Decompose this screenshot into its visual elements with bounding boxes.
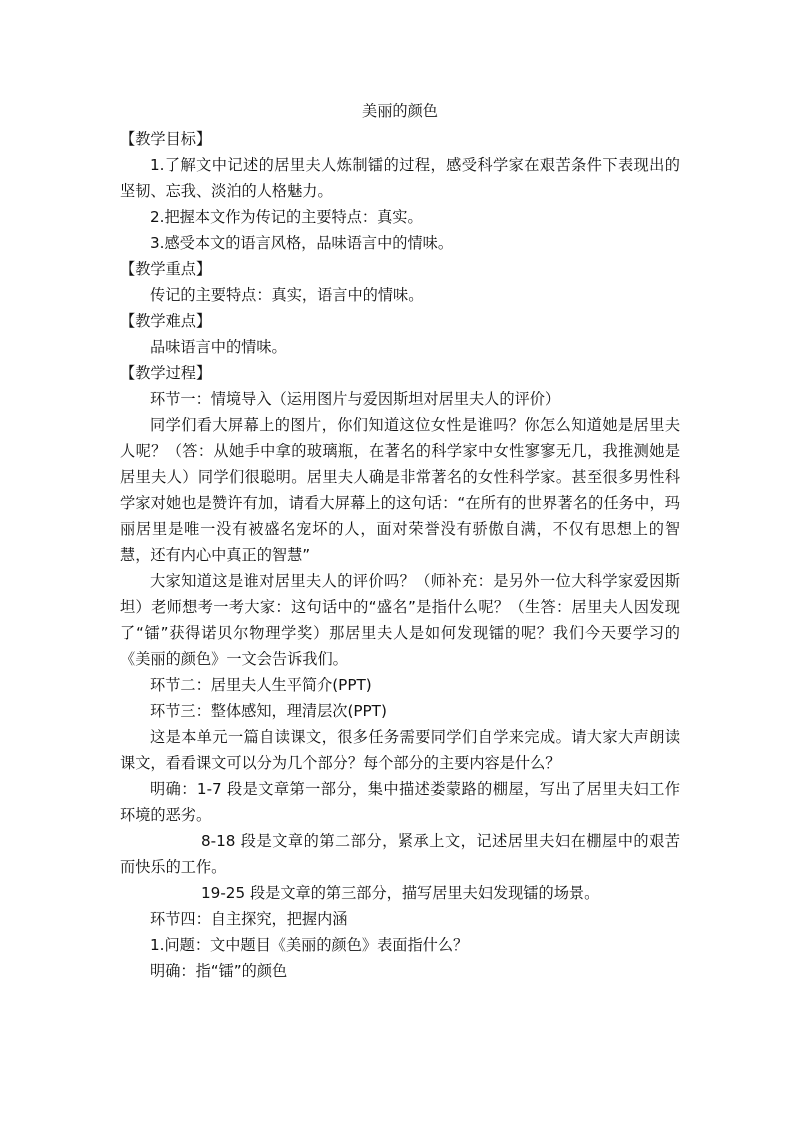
- step-3-heading: 环节三：整体感知，理清层次(PPT): [150, 702, 387, 720]
- step-2-heading: 环节二：居里夫人生平简介(PPT): [150, 676, 372, 694]
- key-point-text: 传记的主要特点：真实，语言中的情味。: [150, 286, 424, 304]
- section-heading-process: 【教学过程】: [120, 364, 212, 382]
- process-paragraph-1: 同学们看大屏幕上的图片，你们知道这位女性是谁吗？你怎么知道她是居里夫人呢？（答：从她手中拿的玻璃瓶，在著名的科学家中女性寥寥无几，我推测她是居里夫人）同学们很聪明。居里夫人确是非常著名的女性科学家。甚至很多男性科学家对她也是赞许有加，请看大屏幕上的这句话：“在所有的世界著名的任务中，玛丽居里是唯一没有被盛名宠坏的人，面对荣誉没有骄傲自满，不仅有思想上的智慧，还有内心中真正的智慧”: [120, 416, 680, 564]
- document-title: 美丽的颜色: [362, 102, 438, 120]
- goal-item-3: 3.感受本文的语言风格，品味语言中的情味。: [150, 234, 454, 252]
- question-1: 1.问题：文中题目《美丽的颜色》表面指什么？: [150, 936, 469, 954]
- answer-part-2: 8-18 段是文章的第二部分，紧承上文，记述居里夫妇在棚屋中的艰苦而快乐的工作。: [120, 832, 680, 876]
- goal-item-1: 1.了解文中记述的居里夫人炼制镭的过程，感受科学家在艰苦条件下表现出的坚韧、忘我、淡泊的人格魅力。: [120, 156, 680, 200]
- step-4-heading: 环节四：自主探究，把握内涵: [150, 910, 348, 928]
- goal-item-2: 2.把握本文作为传记的主要特点：真实。: [150, 208, 423, 226]
- step-1-heading: 环节一：情境导入（运用图片与爱因斯坦对居里夫人的评价）: [150, 390, 561, 408]
- section-heading-key-point: 【教学重点】: [120, 260, 212, 278]
- section-heading-difficulty: 【教学难点】: [120, 312, 212, 330]
- process-paragraph-2: 大家知道这是谁对居里夫人的评价吗？（师补充：是另外一位大科学家爱因斯坦）老师想考一考大家：这句话中的“盛名”是指什么呢？（生答：居里夫人因发现了“镭”获得诺贝尔物理学奖）那居里夫人是如何发现镭的呢？我们今天要学习的《美丽的颜色》一文会告诉我们。: [120, 572, 680, 668]
- difficulty-text: 品味语言中的情味。: [150, 338, 287, 356]
- answer-part-1: 明确：1-7 段是文章第一部分，集中描述娄蒙路的棚屋，写出了居里夫妇工作环境的恶劣。: [120, 780, 680, 824]
- answer-question-1: 明确：指“镭”的颜色: [150, 962, 288, 980]
- process-paragraph-3: 这是本单元一篇自读课文，很多任务需要同学们自学来完成。请大家大声朗读课文，看看课文可以分为几个部分？每个部分的主要内容是什么？: [120, 728, 680, 772]
- section-heading-goals: 【教学目标】: [120, 130, 212, 148]
- answer-part-3: 19-25 段是文章的第三部分，描写居里夫妇发现镭的场景。: [201, 884, 600, 902]
- document-body: [120, 98, 680, 984]
